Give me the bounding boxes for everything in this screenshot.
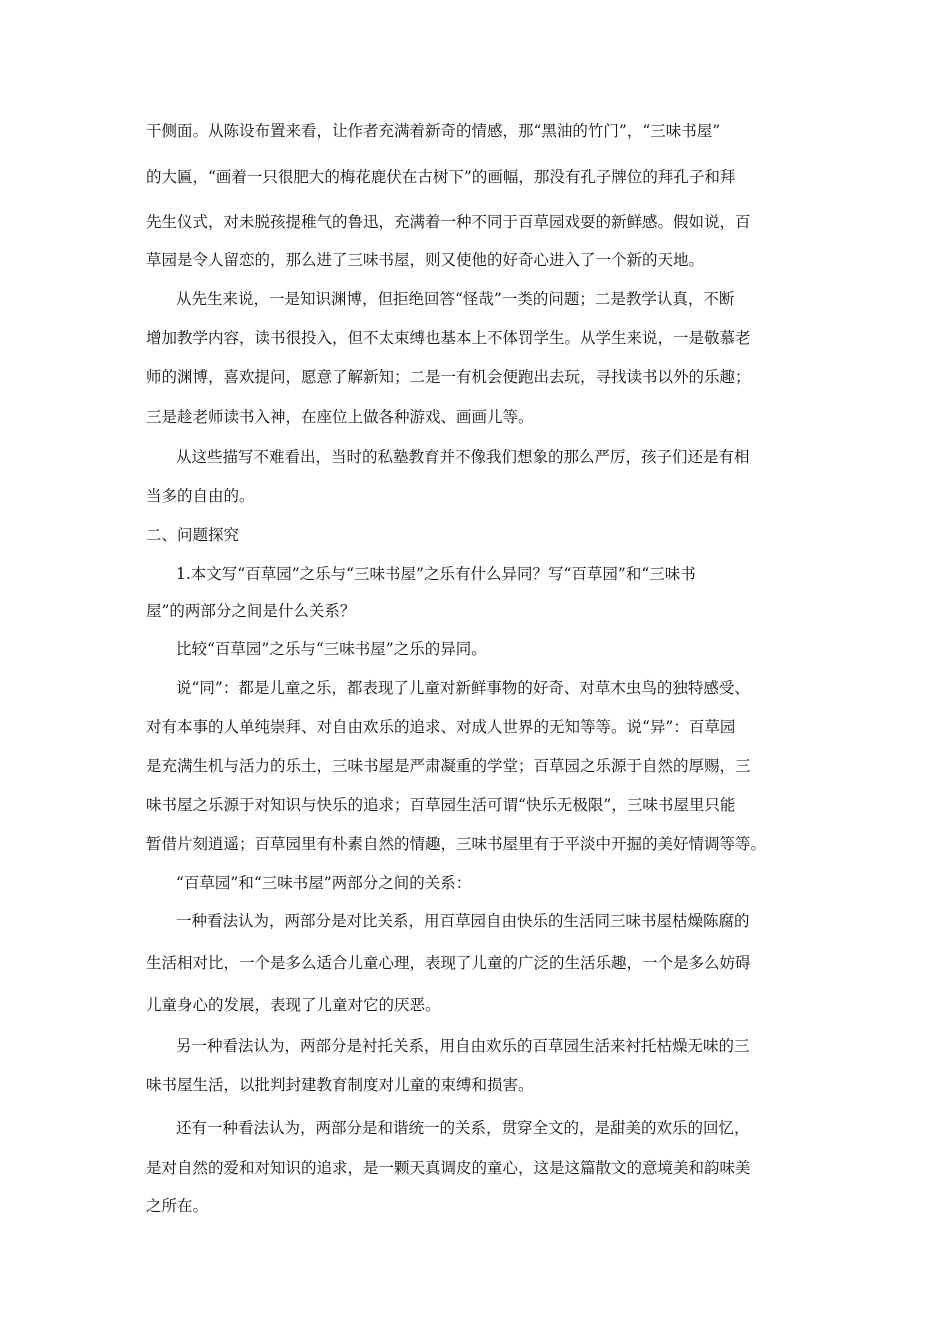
text-line: 屋”的两部分之间是什么关系？ xyxy=(146,602,356,620)
text-line: 三是趁老师读书入神，在座位上做各种游戏、画画儿等。 xyxy=(146,408,534,426)
text-line: 说“同”：都是儿童之乐，都表现了儿童对新鲜事物的好奇、对草木虫鸟的独特感受、 xyxy=(176,679,750,697)
text-line: 是充满生机与活力的乐土，三味书屋是严肃凝重的学堂；百草园之乐源于自然的厚赐，三 xyxy=(146,757,751,775)
text-line: 儿童身心的发展，表现了儿童对它的厌恶。 xyxy=(146,996,441,1014)
section-heading-inquiry: 二、问题探究 xyxy=(146,526,240,544)
text-line: 另一种看法认为，两部分是衬托关系，用自由欢乐的百草园生活来衬托枯燥无味的三 xyxy=(176,1037,750,1055)
text-line: 味书屋生活，以批判封建教育制度对儿童的束缚和损害。 xyxy=(146,1076,534,1094)
text-line: 草园是令人留恋的，那么进了三味书屋，则又使他的好奇心进入了一个新的天地。 xyxy=(146,251,705,269)
text-line: 当多的自由的。 xyxy=(146,487,255,505)
para-compare-heading: 比较“百草园”之乐与“三味书屋”之乐的异同。 xyxy=(176,640,487,658)
text-line: 先生仪式，对未脱孩提稚气的鲁迅，充满着一种不同于百草园戏耍的新鲜感。假如说，百 xyxy=(146,213,751,231)
text-line: 生活相对比，一个是多么适合儿童心理，表现了儿童的广泛的生活乐趣，一个是多么妨碍 xyxy=(146,954,751,972)
text-line: 是对自然的爱和对知识的追求，是一颗天真调皮的童心，这是这篇散文的意境美和韵味美 xyxy=(146,1159,751,1177)
text-line: 干侧面。从陈设布置来看，让作者充满着新奇的情感，那“黑油的竹门”，“三味书屋” xyxy=(146,122,721,140)
text-line: 一种看法认为，两部分是对比关系，用百草园自由快乐的生活同三味书屋枯燥陈腐的 xyxy=(176,912,750,930)
text-line: 1.本文写“百草园”之乐与“三味书屋”之乐有什么异同？写“百草园”和“三味书 xyxy=(176,565,696,583)
text-line: 师的渊博，喜欢提问，愿意了解新知；二是一有机会便跑出去玩，寻找读书以外的乐趣； xyxy=(146,368,751,386)
text-line: 味书屋之乐源于对知识与快乐的追求；百草园生活可谓“快乐无极限”，三味书屋里只能 xyxy=(146,796,736,814)
text-line: 还有一种看法认为，两部分是和谐统一的关系，贯穿全文的，是甜美的欢乐的回忆， xyxy=(176,1119,750,1137)
para-relation-heading: “百草园”和“三味书屋”两部分之间的关系： xyxy=(176,874,472,892)
text-line: 暂借片刻逍遥；百草园里有朴素自然的情趣，三味书屋里有于平淡中开掘的美好情调等等。 xyxy=(146,835,767,853)
text-line: 对有本事的人单纯崇拜、对自由欢乐的追求、对成人世界的无知等等。说“异”：百草园 xyxy=(146,718,736,736)
text-line: 从这些描写不难看出，当时的私塾教育并不像我们想象的那么严厉，孩子们还是有相 xyxy=(176,448,750,466)
text-line: 之所在。 xyxy=(146,1197,209,1215)
text-line: 增加教学内容，读书很投入，但不太束缚也基本上不体罚学生。从学生来说，一是敬慕老 xyxy=(146,329,751,347)
text-line: 的大匾，“画着一只很肥大的梅花鹿伏在古树下”的画幅，那没有孔子牌位的拜孔子和拜 xyxy=(146,168,736,186)
text-line: 从先生来说，一是知识渊博，但拒绝回答“怪哉”一类的问题；二是教学认真，不断 xyxy=(176,290,735,308)
